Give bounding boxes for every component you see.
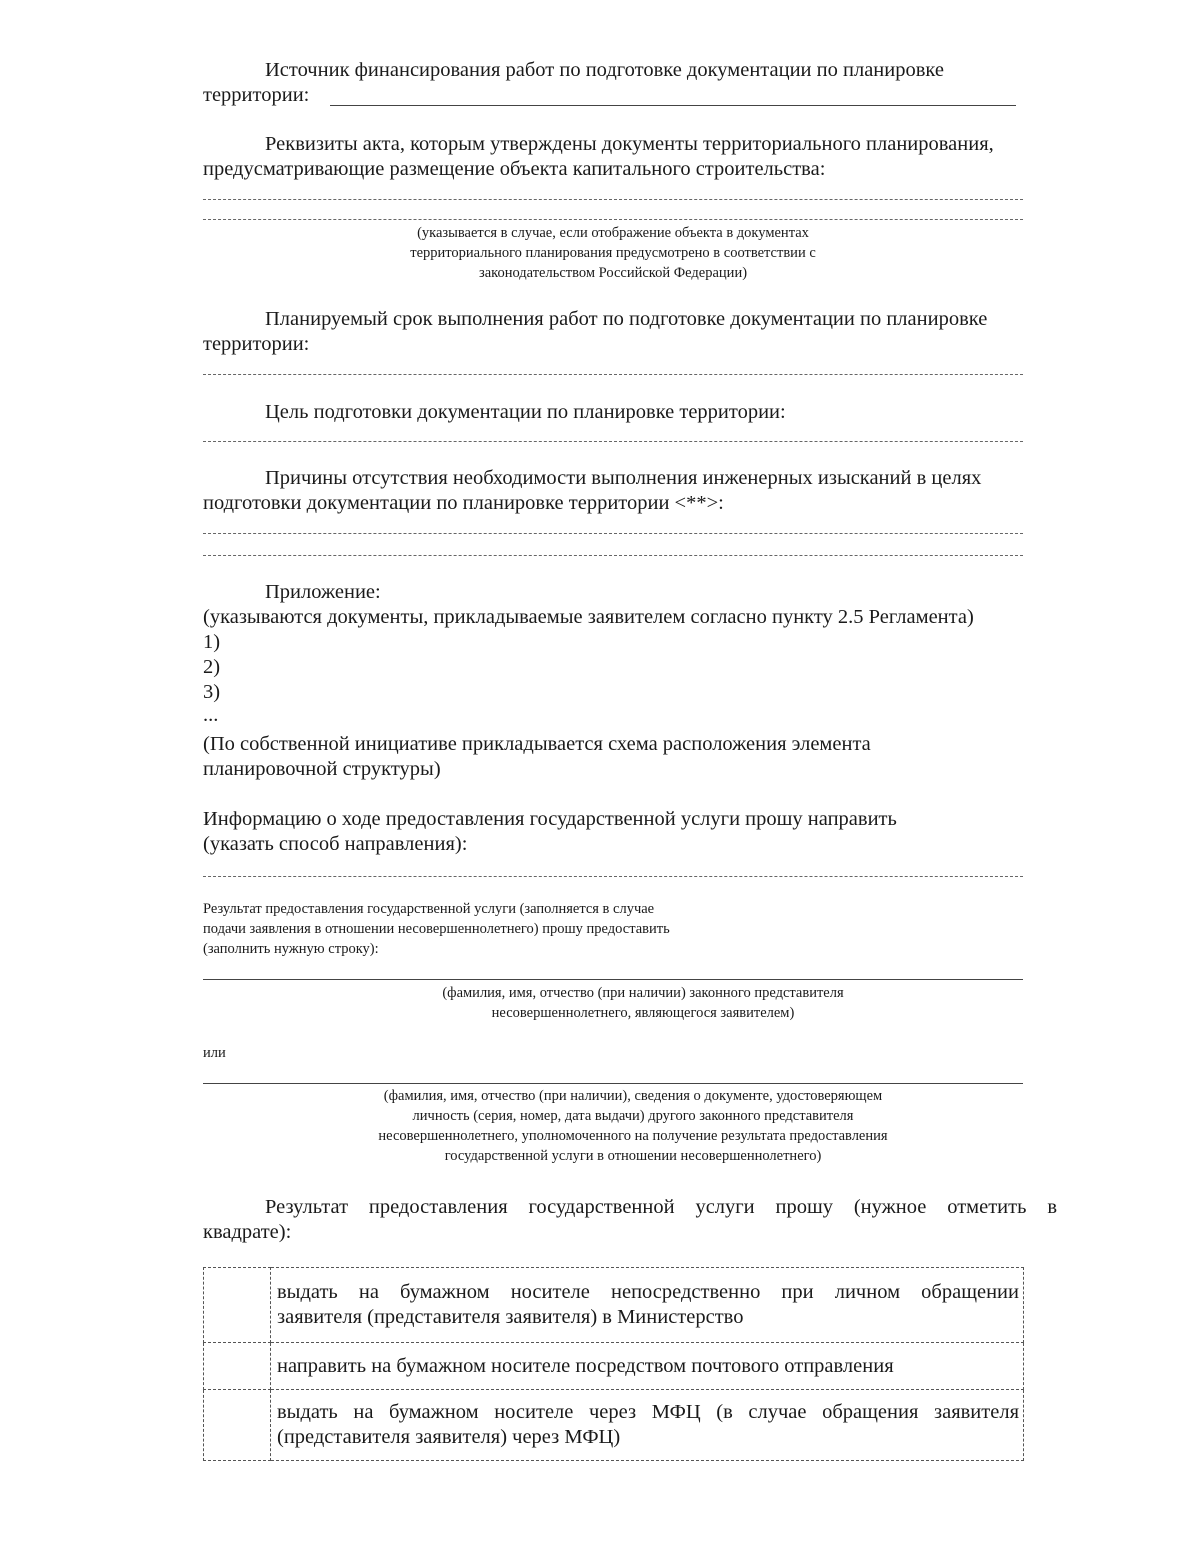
requisites-fill-line-1 xyxy=(203,199,1023,200)
attachment-item: 3) xyxy=(203,681,221,703)
requisites-line1: Реквизиты акта, которым утверждены документы территориального планирования, xyxy=(265,133,994,155)
reasons-fill-line-2 xyxy=(203,555,1023,556)
financing-fill-line xyxy=(330,105,1016,106)
attachment-item: 1) xyxy=(203,631,221,653)
result-option-text xyxy=(271,1343,1024,1390)
minor-intro-line: подачи заявления в отношении несовершеннолетнего) прошу предоставить xyxy=(203,921,670,937)
result-options-table xyxy=(203,1267,1024,1461)
info-line2: (указать способ направления): xyxy=(203,833,468,855)
reasons-line1: Причины отсутствия необходимости выполнения инженерных изысканий в целях xyxy=(265,467,982,489)
reasons-line2: подготовки документации по планировке территории <**>: xyxy=(203,492,724,514)
deadline-line2: территории: xyxy=(203,333,310,355)
result-option-text-line: (представителя заявителя) через МФЦ) xyxy=(277,1426,621,1448)
minor-note1-line: несовершеннолетнего, являющегося заявителем) xyxy=(491,1005,795,1021)
result-option-checkbox[interactable] xyxy=(204,1390,271,1461)
financing-line2: территории: xyxy=(203,84,310,106)
result-option-row xyxy=(204,1343,1024,1390)
result-option-text-line: заявителя (представителя заявителя) в Министерство xyxy=(277,1306,744,1328)
result-option-row xyxy=(204,1390,1024,1461)
result-option-row xyxy=(204,1268,1024,1343)
minor-note1 xyxy=(303,983,983,1023)
minor-fill-line-1 xyxy=(203,979,1023,980)
result-option-text xyxy=(271,1268,1024,1343)
minor-fill-line-2 xyxy=(203,1083,1023,1084)
minor-intro xyxy=(203,899,670,959)
attachment-title: Приложение: xyxy=(265,581,381,603)
attachment-item: ... xyxy=(203,704,219,726)
attachment-hint: (указываются документы, прикладываемые заявителем согласно пункту 2.5 Регламента) xyxy=(203,606,974,628)
requisites-line2: предусматривающие размещение объекта капитального строительства: xyxy=(203,158,826,180)
minor-note2-line: государственной услуги в отношении несовершеннолетнего) xyxy=(444,1148,822,1164)
minor-note2-line: (фамилия, имя, отчество (при наличии), сведения о документе, удостоверяющем xyxy=(383,1088,883,1104)
requisites-fill-line-2 xyxy=(203,219,1023,220)
minor-note2-line: личность (серия, номер, дата выдачи) другого законного представителя xyxy=(412,1108,854,1124)
result-option-text-line: выдать на бумажном носителе непосредственно при личном обращении xyxy=(277,1281,1019,1303)
minor-note2 xyxy=(283,1086,983,1166)
result-line1: Результат предоставления государственной услуги прошу (нужное отметить в xyxy=(265,1196,1057,1218)
result-option-checkbox[interactable] xyxy=(204,1343,271,1390)
result-line2: квадрате): xyxy=(203,1221,292,1243)
result-option-text-line: выдать на бумажном носителе через МФЦ (в случае обращения заявителя xyxy=(277,1401,1019,1423)
attachment-own-initiative-line2: планировочной структуры) xyxy=(203,758,441,780)
minor-intro-line: (заполнить нужную строку): xyxy=(203,941,379,957)
requisites-note-line: территориального планирования предусмотрено в соответствии с xyxy=(410,245,816,261)
deadline-fill-line xyxy=(203,374,1023,375)
info-fill-line xyxy=(203,876,1023,877)
deadline-line1: Планируемый срок выполнения работ по подготовке документации по планировке xyxy=(265,308,988,330)
financing-line1: Источник финансирования работ по подготовке документации по планировке xyxy=(265,59,944,81)
minor-or: или xyxy=(203,1045,226,1061)
minor-note1-line: (фамилия, имя, отчество (при наличии) законного представителя xyxy=(442,985,844,1001)
attachment-item: 2) xyxy=(203,656,221,678)
attachment-own-initiative-line1: (По собственной инициативе прикладывается схема расположения элемента xyxy=(203,733,871,755)
requisites-note-line: (указывается в случае, если отображение объекта в документах xyxy=(417,225,809,241)
result-option-checkbox[interactable] xyxy=(204,1268,271,1343)
info-line1: Информацию о ходе предоставления государственной услуги прошу направить xyxy=(203,808,897,830)
goal-fill-line xyxy=(203,441,1023,442)
minor-intro-line: Результат предоставления государственной услуги (заполняется в случае xyxy=(203,901,655,917)
minor-note2-line: несовершеннолетнего, уполномоченного на получение результата предоставления xyxy=(378,1128,888,1144)
goal-line1: Цель подготовки документации по планировке территории: xyxy=(265,401,786,423)
result-option-text xyxy=(271,1390,1024,1461)
requisites-note-line: законодательством Российской Федерации) xyxy=(478,265,748,281)
reasons-fill-line-1 xyxy=(203,533,1023,534)
result-option-text-line: направить на бумажном носителе посредством почтового отправления xyxy=(277,1354,894,1377)
requisites-note xyxy=(303,223,923,283)
